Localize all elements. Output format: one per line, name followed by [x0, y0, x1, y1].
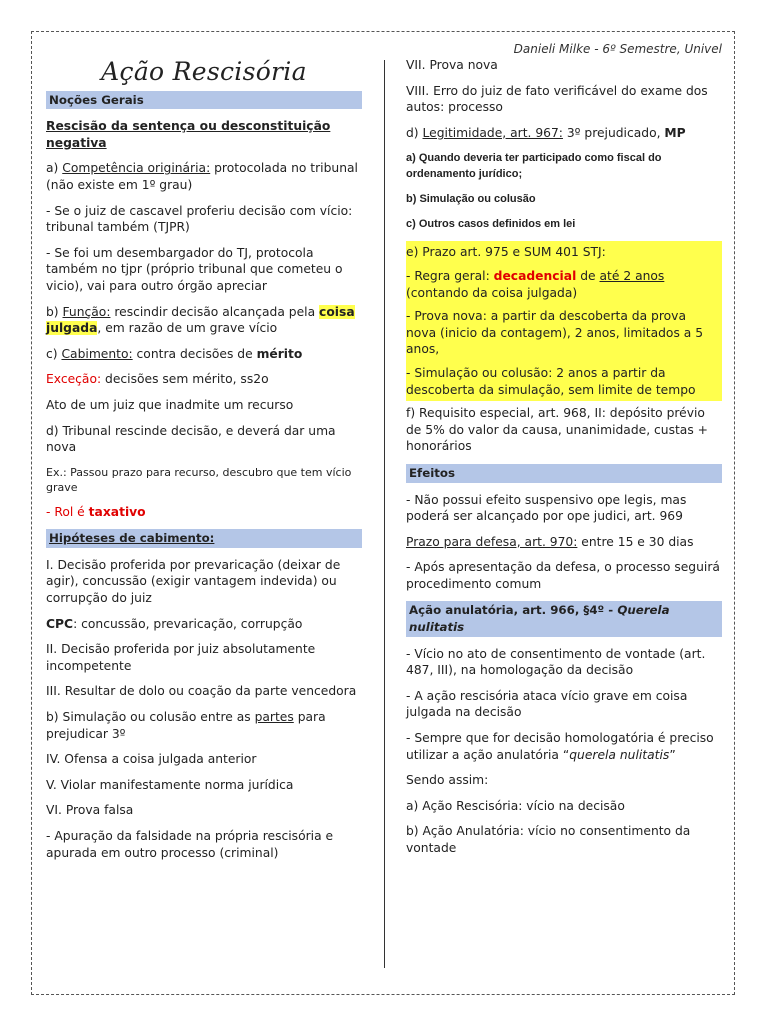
section-header-efeitos: Efeitos	[406, 464, 722, 483]
item-apuracao: - Apuração da falsidade na própria rescisória e apurada em outro processo (criminal)	[46, 829, 334, 860]
hipotese-4: IV. Ofensa a coisa julgada anterior	[46, 752, 257, 767]
item-sendo-assim: Sendo assim:	[406, 773, 489, 788]
item-prazo-defesa: Prazo para defesa, art. 970: entre 15 e 30 dias	[406, 534, 694, 549]
item-rol: - Rol é taxativo	[46, 504, 146, 519]
hipotese-1: I. Decisão proferida por prevaricação (deixar de agir), concussão (exigir vantagem indevida) ou corrupção do juiz	[46, 557, 341, 606]
item-tribunal: d) Tribunal rescinde decisão, e deverá dar uma nova	[46, 423, 336, 455]
section-header-nocoes: Noções Gerais	[46, 91, 362, 110]
hipotese-3: III. Resultar de dolo ou coação da parte vencedora	[46, 684, 357, 699]
item-desembargador: - Se foi um desembargador do TJ, protocola também no tjpr (próprio tribunal que cometeu o vicio), vai para outro órgão apreciar	[46, 245, 343, 293]
item-legitimidade: d) Legitimidade, art. 967: 3º prejudicado, MP	[406, 125, 686, 140]
page-title: Ação Rescisória	[101, 57, 307, 86]
hipotese-7: VII. Prova nova	[406, 58, 498, 72]
item-apos-defesa: - Após apresentação da defesa, o processo seguirá procedimento comum	[406, 560, 720, 591]
legitimidade-b: b) Simulação ou colusão	[406, 193, 536, 206]
item-cascavel: - Se o juiz de cascavel proferiu decisão com vício: tribunal também (TJPR)	[46, 203, 353, 235]
item-cabimento: c) Cabimento: contra decisões de mérito	[46, 346, 303, 361]
column-divider	[384, 60, 385, 968]
item-sempre: - Sempre que for decisão homologatória é preciso utilizar a ação anulatória “querela nulitatis”	[406, 731, 714, 762]
item-ataca: - A ação rescisória ataca vício grave em coisa julgada na decisão	[406, 688, 688, 720]
legitimidade-c: c) Outros casos definidos em lei	[406, 218, 576, 231]
item-resumo-b: b) Ação Anulatória: vício no consentimento da vontade	[406, 824, 691, 855]
item-ato: Ato de um juiz que inadmite um recurso	[46, 397, 294, 412]
left-column	[46, 58, 362, 870]
section-header-anulatoria: Ação anulatória, art. 966, §4º - Querela nulitatis	[406, 601, 722, 636]
hipotese-8: VIII. Erro do juiz de fato verificável do exame dos autos: processo	[406, 83, 708, 115]
hipotese-2: II. Decisão proferida por juiz absolutamente incompetente	[46, 642, 316, 673]
item-competencia: a) Competência originária: protocolada no tribunal (não existe em 1º grau)	[46, 161, 358, 192]
item-prova-nova: - Prova nova: a partir da descoberta da prova nova (inicio da contagem), 2 anos, limitados a 5 anos,	[406, 309, 704, 357]
author-line: Danieli Milke - 6º Semestre, Univel	[513, 42, 722, 56]
item-simulacao-partes: b) Simulação ou colusão entre as partes para prejudicar 3º	[46, 710, 326, 741]
item-excecao: Exceção: decisões sem mérito, ss2o	[46, 372, 269, 387]
item-regra-geral: - Regra geral: decadencial de até 2 anos (contando da coisa julgada)	[406, 268, 665, 300]
prazo-highlight-box	[406, 241, 722, 401]
legitimidade-a: a) Quando deveria ter participado como fiscal do ordenamento jurídico;	[406, 152, 662, 181]
item-vicio: - Vício no ato de consentimento de vontade (art. 487, III), na homologação da decisão	[406, 646, 706, 678]
right-column	[406, 57, 722, 866]
rescisao-heading: Rescisão da sentença ou desconstituição negativa	[46, 119, 331, 150]
item-funcao: b) Função: rescindir decisão alcançada pela coisa julgada, em razão de um grave vício	[46, 304, 355, 336]
item-prazo: e) Prazo art. 975 e SUM 401 STJ:	[406, 245, 606, 260]
item-cpc: CPC: concussão, prevaricação, corrupção	[46, 616, 303, 631]
hipotese-6: VI. Prova falsa	[46, 803, 134, 818]
item-resumo-a: a) Ação Rescisória: vício na decisão	[406, 798, 625, 813]
hipotese-5: V. Violar manifestamente norma jurídica	[46, 777, 294, 792]
item-exemplo: Ex.: Passou prazo para recurso, descubro que tem vício grave	[46, 465, 352, 494]
item-requisito: f) Requisito especial, art. 968, II: depósito prévio de 5% do valor da causa, unanimidade, custas + honorários	[406, 406, 708, 454]
section-header-hipoteses: Hipóteses de cabimento:	[46, 529, 362, 548]
item-efeito: - Não possui efeito suspensivo ope legis, mas poderá ser alcançado por ope judici, art. 969	[406, 492, 687, 524]
item-simulacao-prazo: - Simulação ou colusão: 2 anos a partir da descoberta da simulação, sem limite de tempo	[406, 365, 696, 397]
